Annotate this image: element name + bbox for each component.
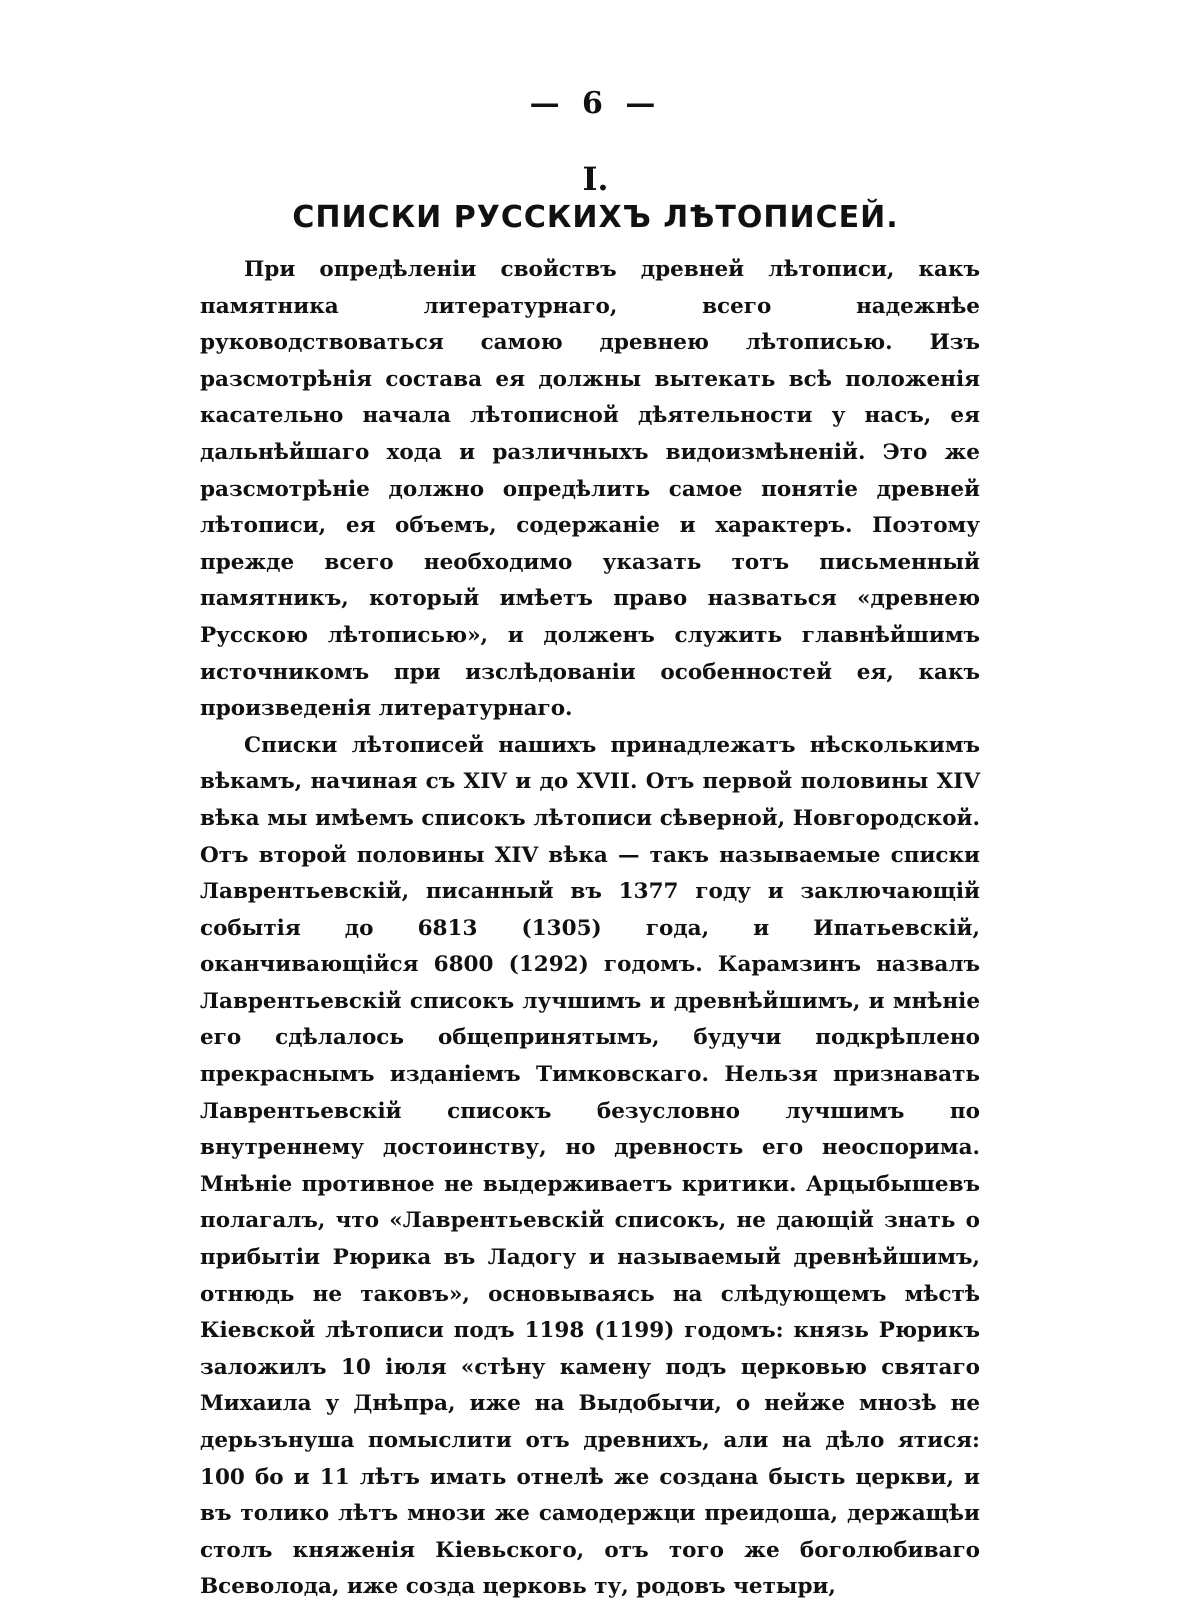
section-number: I.: [582, 160, 609, 198]
paragraph: При опредѣленіи свойствъ древней лѣтописи, какъ памятника литературнаго, всего надежнѣе руководствоваться самою древнею лѣтописью. Изъ разсмотрѣнія состава ея должны вытекать всѣ положенія касательно начала лѣтописной дѣятельности у насъ, ея дальнѣйшаго хода и различныхъ видоизмѣненій. Это же разсмотрѣніе должно опредѣлить самое понятіе древней лѣтописи, ея объемъ, содержаніе и характеръ. Поэтому прежде всего необходимо указать тотъ письменный памятникъ, который имѣетъ право назваться «древнею Русскою лѣтописью», и долженъ служить главнѣйшимъ источникомъ при изслѣдованіи особенностей ея, какъ произведенія литературнаго.: [200, 257, 980, 722]
paragraph: Списки лѣтописей нашихъ принадлежатъ нѣсколькимъ вѣкамъ, начиная съ XIV и до XVII. Отъ первой половины XIV вѣка мы имѣемъ списокъ лѣтописи сѣверной, Новгородской. Отъ второй половины XIV вѣка — такъ называемые списки Лаврентьевскій, писанный въ 1377 году и заключающій событія до 6813 (1305) года, и Ипатьевскій, оканчивающійся 6800 (1292) годомъ. Карамзинъ назвалъ Лаврентьевскій списокъ лучшимъ и древнѣйшимъ, и мнѣніе его сдѣлалось общепринятымъ, будучи подкрѣплено прекраснымъ изданіемъ Тимковскаго. Нельзя признавать Лаврентьевскій списокъ безусловно лучшимъ по внутреннему достоинству, но древность его неоспорима. Мнѣніе противное не выдерживаетъ критики. Арцыбышевъ полагалъ, что «Лаврентьевскій списокъ, не дающій знать о прибытіи Рюрика въ Ладогу и называемый древнѣйшимъ, отнюдь не таковъ», основываясь на слѣдующемъ мѣстѣ Кіевской лѣтописи подъ 1198 (1199) годомъ: князь Рюрикъ заложилъ 10 іюля «стѣну камену подъ церковью святаго Михаила у Днѣпра, иже на Выдобычи, о нейже мнозѣ не дерьзънуша помыслити отъ древнихъ, али на дѣло ятися: 100 бо и 11 лѣтъ имать отнелѣ же создана бысть церкви, и въ толико лѣтъ мнози же самодержци преидоша, держащѣи столъ княженія Кіевьского, отъ того же боголюбиваго Всеволода, иже созда церковь ту, родовъ четыри,: [200, 732, 980, 1600]
body-text: [200, 252, 980, 1606]
section-title: СПИСКИ РУССКИХЪ ЛѢТОПИСЕЙ.: [292, 200, 899, 235]
page-number: — 6 —: [529, 86, 662, 121]
